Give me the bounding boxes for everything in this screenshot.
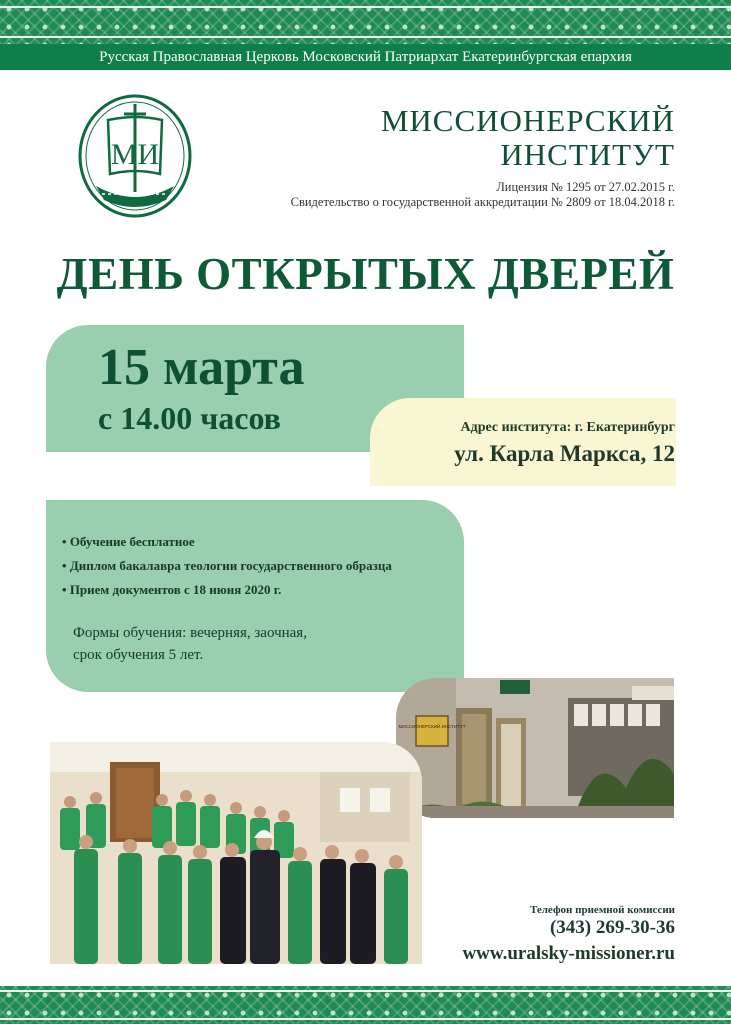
event-date: 15 марта: [98, 339, 305, 396]
license-text: Лицензия № 1295 от 27.02.2015 г.: [496, 180, 675, 194]
institute-title-line-2: ИНСТИТУТ: [500, 137, 675, 172]
svg-text:МИ: МИ: [110, 138, 160, 171]
list-item: • Обучение бесплатное: [62, 534, 392, 558]
event-title: ДЕНЬ ОТКРЫТЫХ ДВЕРЕЙ: [56, 249, 675, 299]
accreditation-text: Свидетельство о государственной аккредитации № 2809 от 18.04.2018 г.: [290, 195, 675, 209]
address-label: Адрес института: г. Екатеринбург: [460, 420, 675, 435]
list-item: • Диплом бакалавра теологии государственного образца: [62, 558, 392, 582]
event-time: с 14.00 часов: [98, 400, 281, 436]
church-header-band: Русская Православная Церковь Московский Патриархат Екатеринбургская епархия: [0, 44, 731, 70]
list-item: • Прием документов с 18 июня 2020 г.: [62, 582, 392, 606]
svg-text:МИССИОНЕРСКИЙ ИНСТИТУТ: МИССИОНЕРСКИЙ ИНСТИТУТ: [398, 724, 466, 729]
bottom-ornament-border: [0, 986, 731, 1024]
phone-label: Телефон приемной комиссии: [529, 904, 675, 916]
institute-title: [381, 104, 675, 172]
group-photo: [50, 742, 422, 964]
institute-logo-icon: [74, 90, 196, 220]
building-photo: [396, 678, 674, 818]
institute-title-line-1: МИССИОНЕРСКИЙ: [380, 103, 675, 138]
address-street: ул. Карла Маркса, 12: [454, 441, 675, 466]
phone-number: (343) 269-30-36: [549, 917, 675, 938]
top-ornament-border: [0, 0, 731, 44]
benefits-list: [62, 534, 392, 606]
website-link[interactable]: www.uralsky-missioner.ru: [462, 943, 675, 964]
study-forms-text: Формы обучения: вечерняя, заочная, срок обучения 5 лет.: [73, 625, 307, 663]
